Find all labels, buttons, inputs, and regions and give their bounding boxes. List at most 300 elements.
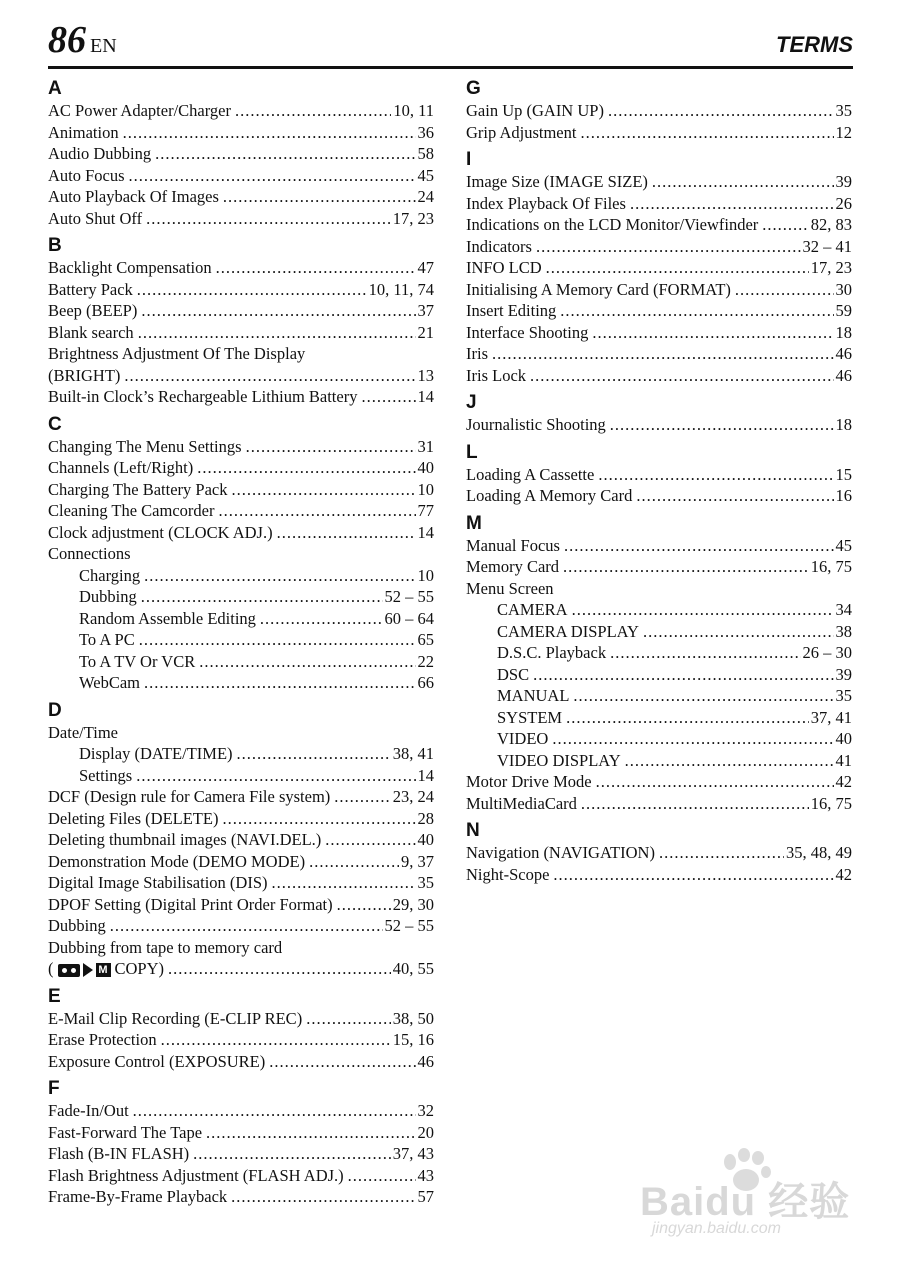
dot-leader <box>572 599 834 621</box>
dot-leader <box>546 257 809 279</box>
entry-page-numbers: 77 <box>417 501 434 520</box>
entry-label: WebCam <box>79 673 140 692</box>
dot-leader <box>536 236 801 258</box>
watermark-brand: Baidu 经验 <box>640 1180 851 1224</box>
entry-page-numbers: 9, 37 <box>401 851 434 871</box>
entry-page-numbers: 17, 23 <box>810 258 852 277</box>
dot-leader <box>560 300 833 322</box>
index-entry <box>48 1122 434 1144</box>
index-entry <box>48 1100 434 1122</box>
dot-leader <box>652 171 834 193</box>
index-entry <box>48 829 434 851</box>
index-entry <box>48 894 434 916</box>
entry-label: Battery Pack <box>48 279 133 299</box>
entry-page-numbers: 15, 16 <box>392 1030 434 1049</box>
index-entry <box>48 1051 434 1073</box>
index-entry <box>466 236 852 258</box>
dot-leader <box>141 586 383 608</box>
entry-page-numbers: 43 <box>417 1165 434 1185</box>
entry-label: Erase Protection <box>48 1030 157 1049</box>
index-letter-heading: I <box>466 149 472 170</box>
entry-page-numbers: 12 <box>835 122 852 142</box>
entry-label: Memory Card <box>466 557 560 576</box>
entry-label: Loading A Memory Card <box>466 486 633 505</box>
entry-label: Random Assemble Editing <box>79 608 256 628</box>
entry-page-numbers: 45 <box>835 535 852 555</box>
index-column-left <box>48 78 434 1208</box>
dot-leader <box>580 122 833 144</box>
entry-page-numbers: 18 <box>835 415 852 434</box>
entry-page-numbers: 82, 83 <box>810 215 852 234</box>
entry-page-numbers: 16, 75 <box>810 557 852 576</box>
section-title: TERMS <box>776 32 853 57</box>
dot-leader <box>193 1143 391 1165</box>
entry-page-numbers: 14 <box>417 387 434 406</box>
entry-page-numbers: 65 <box>417 630 434 649</box>
dot-leader <box>309 851 399 873</box>
index-entry <box>48 1186 434 1208</box>
dot-leader <box>573 685 833 707</box>
arrow-right-icon <box>83 963 93 977</box>
entry-label: Beep (BEEP) <box>48 301 138 320</box>
entry-label: VIDEO <box>497 729 549 748</box>
index-subentry <box>466 750 852 772</box>
dot-leader <box>598 464 833 486</box>
dot-leader <box>133 1100 416 1122</box>
entry-label: Grip Adjustment <box>466 122 577 142</box>
dot-leader <box>492 343 834 365</box>
index-entry <box>48 100 434 122</box>
entry-label: Deleting thumbnail images (NAVI.DEL.) <box>48 830 322 849</box>
entry-label-text: COPY) <box>114 959 165 978</box>
entry-label: D.S.C. Playback <box>497 643 607 662</box>
index-letter-heading: J <box>466 392 477 413</box>
entry-label: INFO LCD <box>466 258 542 277</box>
index-entry <box>466 122 852 144</box>
dot-leader <box>137 279 367 301</box>
entry-label: Fast-Forward The Tape <box>48 1122 203 1142</box>
index-group-heading: Date/Time <box>48 722 118 742</box>
baidu-watermark <box>640 1148 870 1248</box>
dot-leader <box>216 257 416 279</box>
entry-page-numbers: 26 <box>835 193 852 213</box>
index-entry <box>48 457 434 479</box>
dot-leader <box>161 1029 391 1051</box>
entry-label: DPOF Setting (Digital Print Order Format) <box>48 894 333 914</box>
entry-page-numbers: 24 <box>417 187 434 206</box>
index-entry <box>48 365 434 387</box>
entry-page-numbers: 16, 75 <box>810 793 852 813</box>
index-entry <box>48 300 434 322</box>
index-entry <box>48 500 434 522</box>
entry-label: Backlight Compensation <box>48 258 212 277</box>
index-entry <box>48 386 434 408</box>
entry-label: VIDEO DISPLAY <box>497 750 621 770</box>
index-entry <box>48 322 434 344</box>
entry-page-numbers: 30 <box>835 279 852 299</box>
entry-label: Dubbing <box>79 587 137 606</box>
entry-page-numbers: 37 <box>417 301 434 320</box>
index-entry <box>466 793 852 815</box>
dot-leader <box>197 457 415 479</box>
entry-page-numbers: 60 – 64 <box>384 608 434 628</box>
entry-label: Indicators <box>466 236 532 256</box>
entry-page-numbers: 26 – 30 <box>802 643 852 662</box>
entry-label: Navigation (NAVIGATION) <box>466 843 655 862</box>
index-subentry <box>466 621 852 643</box>
entry-label: Fade-In/Out <box>48 1101 129 1120</box>
entry-page-numbers: 15 <box>835 464 852 484</box>
entry-page-numbers: 39 <box>835 664 852 684</box>
entry-label: Initialising A Memory Card (FORMAT) <box>466 279 731 299</box>
entry-label: Auto Playback Of Images <box>48 187 219 206</box>
entry-page-numbers: 10 <box>417 479 434 499</box>
entry-label: Frame-By-Frame Playback <box>48 1187 228 1206</box>
index-subentry <box>466 599 852 621</box>
dot-leader <box>596 771 834 793</box>
entry-page-numbers: 46 <box>417 1051 434 1071</box>
index-entry <box>466 771 852 793</box>
dot-leader <box>155 143 415 165</box>
index-group-heading: Dubbing from tape to memory card <box>48 937 283 957</box>
dot-leader <box>625 750 834 772</box>
entry-label: Digital Image Stabilisation (DIS) <box>48 873 268 892</box>
dot-leader <box>168 958 391 980</box>
index-subentry <box>48 586 434 608</box>
index-entry <box>48 808 434 830</box>
dot-leader <box>566 707 809 729</box>
dot-leader <box>237 743 391 765</box>
dot-leader <box>235 100 391 122</box>
entry-page-numbers: 16 <box>835 486 852 505</box>
entry-label: CAMERA <box>497 600 568 619</box>
entry-page-numbers: 59 <box>835 301 852 320</box>
tape-to-card-icons <box>58 963 111 977</box>
index-entry <box>466 414 852 436</box>
index-entry <box>48 1008 434 1030</box>
index-subentry <box>48 565 434 587</box>
entry-label: SYSTEM <box>497 707 563 727</box>
entry-label: Demonstration Mode (DEMO MODE) <box>48 851 306 871</box>
entry-page-numbers: 58 <box>417 144 434 163</box>
entry-page-numbers: 40 <box>835 729 852 748</box>
entry-label: Journalistic Shooting <box>466 415 606 434</box>
entry-page-numbers: 39 <box>835 172 852 191</box>
entry-label: Charging <box>79 565 141 585</box>
entry-page-numbers: 32 <box>417 1101 434 1120</box>
entry-label: Clock adjustment (CLOCK ADJ.) <box>48 522 273 542</box>
entry-page-numbers: 42 <box>835 864 852 884</box>
entry-page-numbers: 35 <box>835 101 852 120</box>
index-letter-heading: F <box>48 1078 60 1099</box>
index-entry <box>466 365 852 387</box>
index-entry <box>466 214 852 236</box>
dot-leader <box>643 621 834 643</box>
index-letter-heading: G <box>466 78 481 99</box>
entry-page-numbers: 38 <box>835 621 852 641</box>
index-entry <box>48 872 434 894</box>
entry-page-numbers: 52 – 55 <box>384 916 434 935</box>
entry-label: Channels (Left/Right) <box>48 458 194 477</box>
entry-label: To A TV Or VCR <box>79 651 196 671</box>
index-letter-heading: M <box>466 512 482 534</box>
index-entry <box>48 958 434 980</box>
entry-page-numbers: 52 – 55 <box>384 587 434 606</box>
index-letter-heading: C <box>48 413 62 435</box>
entry-label: Display (DATE/TIME) <box>79 744 233 763</box>
entry-page-numbers: 20 <box>417 1122 434 1142</box>
entry-page-numbers: 10 <box>417 565 434 585</box>
index-letter-heading: L <box>466 441 478 463</box>
dot-leader <box>124 365 415 387</box>
index-entry <box>48 165 434 187</box>
index-entry <box>466 279 852 301</box>
entry-label: MultiMediaCard <box>466 793 577 813</box>
index-entry <box>466 171 852 193</box>
dot-leader <box>530 365 833 387</box>
index-entry <box>466 864 852 886</box>
entry-page-numbers: 38, 41 <box>392 744 434 763</box>
entry-label: Motor Drive Mode <box>466 772 592 791</box>
entry-page-numbers: 14 <box>417 765 434 785</box>
dot-leader <box>123 122 416 144</box>
dot-leader <box>269 1051 415 1073</box>
entry-label: Image Size (IMAGE SIZE) <box>466 172 648 191</box>
entry-label: Cleaning The Camcorder <box>48 501 215 520</box>
index-entry <box>466 842 852 864</box>
dot-leader <box>348 1165 416 1187</box>
entry-label: Auto Focus <box>48 165 125 185</box>
entry-label: CAMERA DISPLAY <box>497 621 639 641</box>
dot-leader <box>592 322 833 344</box>
dot-leader <box>735 279 834 301</box>
entry-page-numbers: 46 <box>835 365 852 385</box>
dot-leader <box>552 728 833 750</box>
index-entry <box>466 300 852 322</box>
entry-page-numbers: 10, 11, 74 <box>368 279 434 299</box>
index-entry <box>466 257 852 279</box>
index-subentry <box>466 728 852 750</box>
index-entry <box>466 464 852 486</box>
index-entry <box>48 257 434 279</box>
entry-label: Charging The Battery Pack <box>48 479 228 499</box>
dot-leader <box>246 436 416 458</box>
dot-leader <box>231 1186 415 1208</box>
dot-leader <box>139 629 416 651</box>
dot-leader <box>146 208 391 230</box>
entry-label: Settings <box>79 765 133 785</box>
dot-leader <box>533 664 833 686</box>
index-entry <box>48 786 434 808</box>
entry-page-numbers: 66 <box>417 673 434 692</box>
entry-label: E-Mail Clip Recording (E-CLIP REC) <box>48 1008 303 1028</box>
entry-page-numbers: 17, 23 <box>392 208 434 228</box>
dot-leader <box>636 485 833 507</box>
entry-label: Auto Shut Off <box>48 208 143 228</box>
dot-leader <box>325 829 415 851</box>
index-entry <box>466 535 852 557</box>
entry-page-numbers: 42 <box>835 772 852 791</box>
entry-page-numbers: 46 <box>835 344 852 363</box>
entry-page-numbers: 36 <box>417 122 434 142</box>
dot-leader <box>337 894 391 916</box>
entry-label: Deleting Files (DELETE) <box>48 808 219 828</box>
entry-label <box>48 958 164 980</box>
dot-leader <box>222 808 415 830</box>
dot-leader <box>110 915 383 937</box>
dot-leader <box>272 872 416 894</box>
entry-label: Animation <box>48 122 119 142</box>
entry-page-numbers: 13 <box>417 365 434 385</box>
dot-leader <box>762 214 808 236</box>
entry-page-numbers: 29, 30 <box>392 894 434 914</box>
dot-leader <box>553 864 833 886</box>
dot-leader <box>218 500 415 522</box>
entry-label: Index Playback Of Files <box>466 193 626 213</box>
entry-prefix: ( <box>48 959 54 978</box>
dot-leader <box>608 100 834 122</box>
index-group-heading: Menu Screen <box>466 578 554 598</box>
dot-leader <box>277 522 416 544</box>
index-entry <box>466 556 852 578</box>
entry-page-numbers: 38, 50 <box>392 1008 434 1028</box>
index-subentry <box>48 608 434 630</box>
dot-leader <box>136 765 415 787</box>
index-letter-heading: E <box>48 985 61 1007</box>
index-entry <box>466 485 852 507</box>
index-entry <box>48 208 434 230</box>
entry-label: Flash (B-IN FLASH) <box>48 1144 190 1163</box>
entry-page-numbers: 10, 11 <box>393 101 434 120</box>
entry-label: Manual Focus <box>466 535 560 555</box>
index-letter-heading: N <box>466 820 480 841</box>
entry-label: Loading A Cassette <box>466 464 595 484</box>
index-subentry <box>48 743 434 765</box>
entry-page-numbers: 32 – 41 <box>802 236 852 256</box>
index-entry <box>48 186 434 208</box>
entry-label: (BRIGHT) <box>48 365 121 385</box>
index-entry <box>466 193 852 215</box>
entry-page-numbers: 34 <box>835 600 852 619</box>
entry-label: Indications on the LCD Monitor/Viewfinder <box>466 215 759 234</box>
dot-leader <box>223 186 416 208</box>
entry-page-numbers: 40 <box>417 458 434 477</box>
dot-leader <box>231 479 415 501</box>
entry-label: MANUAL <box>497 686 570 705</box>
entry-page-numbers: 47 <box>417 258 434 277</box>
dot-leader <box>199 651 415 673</box>
dot-leader <box>206 1122 415 1144</box>
entry-label: AC Power Adapter/Charger <box>48 101 231 120</box>
index-letter-heading: A <box>48 78 62 99</box>
entry-page-numbers: 18 <box>835 322 852 342</box>
index-entry <box>48 1143 434 1165</box>
entry-page-numbers: 31 <box>417 436 434 456</box>
index-letter-heading: B <box>48 235 62 256</box>
cassette-tape-icon <box>58 964 80 977</box>
dot-leader <box>361 386 415 408</box>
dot-leader <box>610 414 834 436</box>
entry-page-numbers: 40 <box>417 830 434 849</box>
dot-leader <box>138 322 416 344</box>
index-entry <box>48 143 434 165</box>
index-letter-heading: D <box>48 699 62 721</box>
index-entry <box>466 343 852 365</box>
index-subentry <box>466 685 852 707</box>
page-header <box>48 18 853 69</box>
dot-leader <box>260 608 383 630</box>
dot-leader <box>610 642 800 664</box>
entry-label: Night-Scope <box>466 864 550 884</box>
memory-card-icon: M <box>96 963 111 977</box>
dot-leader <box>563 556 809 578</box>
entry-page-numbers: 22 <box>417 651 434 671</box>
dot-leader <box>144 672 416 694</box>
index-entry <box>48 1029 434 1051</box>
entry-label: Changing The Menu Settings <box>48 436 242 456</box>
entry-page-numbers: 23, 24 <box>392 787 434 806</box>
entry-page-numbers: 41 <box>835 750 852 770</box>
entry-label: Interface Shooting <box>466 322 589 342</box>
entry-label: DCF (Design rule for Camera File system) <box>48 787 331 806</box>
entry-page-numbers: 45 <box>417 165 434 185</box>
index-entry <box>48 122 434 144</box>
dot-leader <box>564 535 834 557</box>
index-subentry <box>466 664 852 686</box>
index-entry <box>48 1165 434 1187</box>
entry-page-numbers: 21 <box>417 322 434 342</box>
entry-label: Iris Lock <box>466 365 527 385</box>
index-group-heading: Connections <box>48 544 131 563</box>
entry-label: To A PC <box>79 630 135 649</box>
watermark-url: jingyan.baidu.com <box>652 1220 781 1237</box>
entry-page-numbers: 57 <box>417 1187 434 1206</box>
index-subentry <box>48 629 434 651</box>
entry-label: Audio Dubbing <box>48 144 152 163</box>
index-entry <box>48 279 434 301</box>
entry-label: Flash Brightness Adjustment (FLASH ADJ.) <box>48 1165 344 1185</box>
dot-leader <box>630 193 834 215</box>
dot-leader <box>144 565 415 587</box>
index-entry <box>48 479 434 501</box>
entry-page-numbers: 37, 41 <box>810 707 852 727</box>
dot-leader <box>334 786 390 808</box>
entry-page-numbers: 14 <box>417 522 434 542</box>
index-subentry <box>466 707 852 729</box>
page-number: 86 EN <box>48 19 117 61</box>
entry-page-numbers: 37, 43 <box>392 1144 434 1163</box>
dot-leader <box>141 300 415 322</box>
entry-label: Dubbing <box>48 916 106 935</box>
index-column-right <box>466 78 852 885</box>
entry-label: Insert Editing <box>466 301 557 320</box>
entry-page-numbers: 28 <box>417 808 434 828</box>
index-entry <box>48 851 434 873</box>
index-group-heading: Brightness Adjustment Of The Display <box>48 344 306 363</box>
dot-leader <box>659 842 784 864</box>
index-entry <box>48 522 434 544</box>
entry-label: Gain Up (GAIN UP) <box>466 101 604 120</box>
index-subentry <box>48 672 434 694</box>
entry-label: Exposure Control (EXPOSURE) <box>48 1051 266 1071</box>
language-code: EN <box>90 35 117 57</box>
index-entry <box>48 915 434 937</box>
dot-leader <box>581 793 809 815</box>
entry-page-numbers: 40, 55 <box>392 959 434 978</box>
entry-page-numbers: 35 <box>835 686 852 705</box>
dot-leader <box>129 165 416 187</box>
entry-label: Built-in Clock’s Rechargeable Lithium Battery <box>48 387 358 406</box>
